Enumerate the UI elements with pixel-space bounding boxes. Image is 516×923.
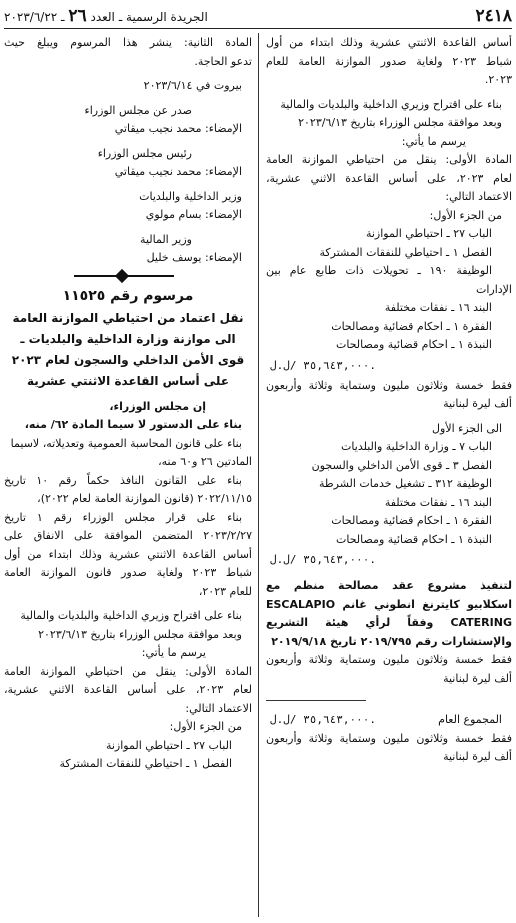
signatory-title: وزير الداخلية والبلديات bbox=[139, 189, 242, 203]
journal-name: الجريدة الرسمية ـ العدد bbox=[90, 10, 208, 24]
total-amount: ٣٥,٦٤٣,٠٠٠ /ل.ل. bbox=[270, 713, 376, 726]
article-two: المادة الثانية: ينشر هذا المرسوم ويبلغ حيث bbox=[4, 36, 252, 49]
decrees-line: يرسم ما يأتي: bbox=[141, 646, 206, 659]
section-divider bbox=[4, 268, 252, 284]
preamble-line: للعام ٢٠٢٣، bbox=[198, 584, 252, 598]
article-one: المادة الأولى: ينقل من احتياطي الموازنة العامة bbox=[266, 153, 512, 166]
amount-words: فقط خمسة وثلاثون مليون وستماية وثلاثة وأربعون bbox=[266, 653, 512, 666]
decree-subtitle: قوى الأمن الداخلي والسجون لعام ٢٠٢٣ bbox=[11, 352, 245, 367]
signatory-title: وزير المالية bbox=[140, 232, 192, 246]
decrees-line: يرسم ما يأتي: bbox=[401, 134, 466, 148]
article-one: لعام ٢٠٢٣، على أساس القاعدة الاثني عشرية، bbox=[4, 683, 252, 696]
proposal-line: بناء على اقتراح وزيري الداخلية والبلديات والمالية bbox=[280, 97, 502, 111]
budget-line: الفصل ٣ ـ قوى الأمن الداخلي والسجون bbox=[311, 458, 492, 472]
grand-total-row bbox=[266, 711, 512, 730]
preamble-line: أساس القاعدة الاثنتي عشرية وذلك ابتداء من أول bbox=[4, 547, 252, 561]
contract-note: والإستشارات رقم ٢٠١٩/٧٩٥ تاريخ ٢٠١٩/٩/١٨ bbox=[271, 634, 512, 648]
budget-line: الباب ٧ ـ وزارة الداخلية والبلديات bbox=[341, 440, 492, 453]
signature: الإمضاء: محمد نجيب ميقاتي bbox=[114, 165, 242, 178]
place-date: بيروت في ٢٠٢٣/٦/١٤ bbox=[143, 79, 242, 92]
total-rule bbox=[266, 700, 366, 701]
text-line: شباط ٢٠٢٣ ولغاية صدور الموازنة العامة للعام bbox=[266, 54, 512, 68]
page-header bbox=[4, 4, 512, 29]
signatory-title: رئيس مجلس الوزراء bbox=[97, 146, 192, 160]
budget-line: النبذة ١ ـ احكام قضائية ومصالحات bbox=[336, 338, 492, 351]
preamble-line: بناء على قانون المحاسبة العمومية وتعديلاته، لاسيما bbox=[10, 436, 242, 450]
budget-line: البند ١٦ ـ نفقات مختلفة bbox=[384, 495, 492, 509]
preamble-line: المادتين ٢٦ و٦٠ منه، bbox=[158, 455, 252, 468]
budget-line: الفقرة ١ ـ احكام قضائية ومصالحات bbox=[331, 514, 492, 527]
article-one: لعام ٢٠٢٣، على أساس القاعدة الاثني عشرية، bbox=[266, 171, 512, 185]
article-one: المادة الأولى: ينقل من احتياطي الموازنة العامة bbox=[4, 664, 252, 678]
right-column bbox=[266, 34, 512, 767]
amount: ٣٥,٦٤٣,٠٠٠ /ل.ل. bbox=[270, 553, 376, 566]
amount: ٣٥,٦٤٣,٠٠٠ /ل.ل. bbox=[270, 358, 376, 372]
budget-line: الباب ٢٧ ـ احتياطي الموازنة bbox=[105, 738, 232, 752]
issue-number: ٢٦ bbox=[68, 6, 87, 26]
preamble-line: بناء على الدستور لا سيما المادة ٦٢/ منه، bbox=[24, 418, 242, 431]
amount-words: فقط خمسة وثلاثون مليون وستماية وثلاثة وأربعون bbox=[266, 378, 512, 392]
total-label: المجموع العام bbox=[438, 713, 502, 726]
text-line: أساس القاعدة الاثنتي عشرية وذلك ابتداء من أول bbox=[266, 36, 512, 49]
budget-line: الفصل ١ ـ احتياطي للنفقات المشتركة bbox=[59, 757, 232, 770]
column-divider bbox=[258, 33, 259, 917]
approval-line: وبعد موافقة مجلس الوزراء بتاريخ ٢٠٢٣/٦/١٣ bbox=[298, 116, 502, 129]
contract-note: اسكلابيو كايترنغ انطوني غانم ESCALAPIO bbox=[266, 597, 512, 611]
article-two: تدعو الحاجة. bbox=[194, 54, 252, 68]
amount-words: ألف ليرة لبنانية bbox=[443, 397, 512, 410]
council-line: إن مجلس الوزراء، bbox=[109, 399, 206, 413]
decree-subtitle: نقل اعتماد من احتياطي الموازنة العامة bbox=[12, 310, 244, 325]
preamble-line: بناء على القانون النافذ حكماً رقم ١٠ تاريخ bbox=[4, 473, 242, 487]
proposal-line: بناء على اقتراح وزيري الداخلية والبلديات والمالية bbox=[20, 609, 242, 622]
text-line: ٢٠٢٣. bbox=[484, 73, 512, 86]
budget-line: الباب ٢٧ ـ احتياطي الموازنة bbox=[365, 227, 492, 240]
budget-line: الى الجزء الأول bbox=[432, 421, 502, 435]
amount-words: ألف ليرة لبنانية bbox=[443, 750, 512, 763]
budget-line: الفقرة ١ ـ احكام قضائية ومصالحات bbox=[331, 319, 492, 333]
preamble-line: بناء على قرار مجلس الوزراء رقم ١ تاريخ bbox=[4, 510, 242, 524]
budget-line: الإدارات bbox=[475, 282, 512, 296]
budget-line: البند ١٦ ـ نفقات مختلفة bbox=[384, 301, 492, 314]
preamble-line: شباط ٢٠٢٣ ولغاية صدور قانون الموازنة العامة bbox=[4, 566, 252, 579]
article-one: الاعتماد التالي: bbox=[185, 701, 252, 715]
budget-line: النبذة ١ ـ احكام قضائية ومصالحات bbox=[336, 532, 492, 546]
budget-line: الفصل ١ ـ احتياطي للنفقات المشتركة bbox=[319, 245, 492, 259]
decree-title: مرسوم رقم ١١٥٢٥ bbox=[62, 287, 194, 304]
amount-words: ألف ليرة لبنانية bbox=[443, 671, 512, 685]
contract-note: لتنفيذ مشروع عقد مصالحة منظم مع bbox=[266, 579, 512, 592]
article-one: الاعتماد التالي: bbox=[445, 190, 512, 203]
left-column bbox=[4, 34, 252, 774]
decree-subtitle: الى موازنة وزارة الداخلية والبلديات ـ bbox=[20, 331, 236, 346]
issued-by: صدر عن مجلس الوزراء bbox=[84, 103, 192, 117]
amount-words: فقط خمسة وثلاثون مليون وستماية وثلاثة وأربعون bbox=[266, 731, 512, 745]
issue-date: ـ ٢٠٢٣/٦/٢٢ bbox=[4, 10, 65, 24]
signature: الإمضاء: بسام مولوي bbox=[145, 208, 242, 221]
budget-line: الوظيفة ١٩٠ ـ تحويلات ذات طابع عام بين bbox=[266, 264, 493, 277]
preamble-line: ٢٠٢٢/١١/١٥ (قانون الموازنة العامة لعام ٢٠٢٢)، bbox=[37, 492, 252, 505]
contract-note: CATERING وفقاً لرأي هيئة التشريع bbox=[266, 616, 512, 629]
budget-line: الوظيفة ٣١٢ ـ تشغيل خدمات الشرطة bbox=[318, 477, 492, 490]
budget-line: من الجزء الأول: bbox=[169, 720, 242, 733]
signature: الإمضاء: يوسف خليل bbox=[146, 251, 242, 264]
page-number: ٢٤١٨ bbox=[475, 6, 512, 26]
decree-subtitle: على أساس القاعدة الاثنتي عشرية bbox=[26, 373, 230, 388]
preamble-line: ٢٠٢٣/٢/٢٧ المتضمن الموافقة على الانفاق على bbox=[4, 529, 252, 542]
journal-issue-line bbox=[4, 6, 208, 26]
approval-line: وبعد موافقة مجلس الوزراء بتاريخ ٢٠٢٣/٦/١٣ bbox=[38, 627, 242, 641]
signature: الإمضاء: محمد نجيب ميقاتي bbox=[114, 122, 242, 135]
budget-line: من الجزء الأول: bbox=[429, 208, 502, 222]
